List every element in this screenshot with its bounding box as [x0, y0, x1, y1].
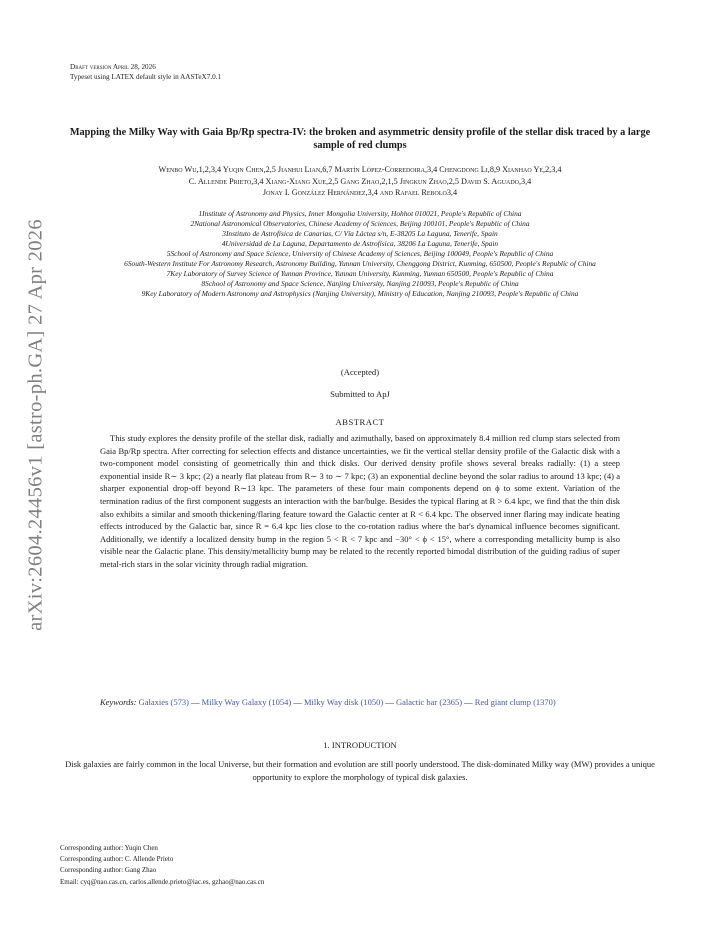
keywords-label: Keywords: [100, 697, 137, 707]
corresponding-author-note: Corresponding author: Yuqin Chen [60, 844, 158, 852]
running-header [70, 62, 221, 82]
affiliation-item: 6South-Western Institute For Astronomy Research, Astronomy Building, Yunnan University, Chenggong District, Kunming, 650500, People's Republic of China [124, 259, 596, 268]
affiliation-item: 8School of Astronomy and Space Science, Nanjing University, Nanjing 210093, People's Republic of China [201, 279, 519, 288]
footnotes [60, 843, 660, 888]
keyword-separator: — [462, 697, 475, 707]
keyword-link-red-giant-clump[interactable]: Red giant clump (1370) [474, 697, 556, 707]
keywords-block [100, 696, 620, 709]
arxiv-id-label: arXiv:2604.24456v1 [astro-ph.GA] 27 Apr 2026 [24, 219, 47, 631]
keyword-link-milky-way-galaxy[interactable]: Milky Way Galaxy (1054) [201, 697, 292, 707]
author-list [60, 164, 660, 199]
affiliation-item: 4Universidad de La Laguna, Departamento de Astrofísica, 38206 La Laguna, Tenerife, Spain [221, 239, 499, 248]
abstract-heading: ABSTRACT [335, 417, 385, 427]
author-line: C. Allende Prieto,3,4 Xiang-Xiang Xue,2,5 Gang Zhao,2,1,5 Jingkun Zhao,2,5 David S. Aguado,3,4 [188, 176, 532, 186]
corresponding-author-note: Corresponding author: C. Allende Prieto [60, 855, 174, 864]
keyword-link-galactic-bar[interactable]: Galactic bar (2365) [395, 697, 463, 707]
draft-version-line: Draft version April 28, 2026 [70, 63, 156, 71]
affiliation-item: 9Key Laboratory of Modern Astronomy and Astrophysics (Nanjing University), Ministry of Education, Nanjing 210093, People's Republic of China [141, 289, 579, 298]
affiliation-item: 1Institute of Astronomy and Physics, Inner Mongolia University, Hohhot 010021, People's Republic of China [198, 209, 522, 218]
abstract-body: This study explores the density profile of the stellar disk, radially and azimuthally, based on approximately 8.4 million red clump stars selected from Gaia Bp/Rp spectra. After correcting for selection effects and distance uncertainties, we fit the vertical stellar density profile of the Galactic disk with a two-component model consisting of geometrically thin and thick disks. Our derived density profile shows several breaks radially: (1) a steep exponential inside R∼ 3 kpc; (2) a nearly flat plateau from R∼ 3 to ∼ 7 kpc; (3) an exponential decline beyond the solar radius to around 13 kpc; (4) a sharper exponential drop-off beyond R∼13 kpc. The parameters of these four main components depend on ϕ to some extent. Variation of the termination radius of the first component suggests an interaction with the bar/bulge. Besides the typical flaring at R > 6.4 kpc, we find that the thin disk also exhibits a similar and smooth thickening/flaring feature toward the Galactic center at R < 6.4 kpc. The observed inner flaring may indicate heating effects introduced by the Galactic bar, since R = 6.4 kpc lies close to the co-rotation radius where the bar's dynamical influence becomes significant. Additionally, we identify a localized density bump in the region 5 < R < 7 kpc and −30° < ϕ < 15°, where a corresponding metallicity bump is also visible near the Galactic plane. This density/metallicity bump may be related to the recently reported bimodal distribution of the guiding radius of super metal-rich stars in the solar vicinity through radial migration. [100, 433, 620, 569]
affiliation-item: 3Instituto de Astrofísica de Canarias, C/ Vía Láctea s/n, E-38205 La Laguna, Tenerife, Spain [222, 229, 498, 238]
author-line: Jonay I. González Hernández,3,4 and Rafael Rebolo3,4 [262, 188, 458, 197]
keyword-separator: — [291, 697, 304, 707]
keyword-link-milky-way-disk[interactable]: Milky Way disk (1050) [304, 697, 384, 707]
corresponding-author-note: Corresponding author: Gang Zhao [60, 866, 157, 875]
status-submitted: Submitted to ApJ [330, 389, 390, 399]
keyword-separator: — [188, 697, 202, 707]
affiliation-list [55, 209, 665, 299]
author-line: Wenbo Wu,1,2,3,4 Yuqin Chen,2,5 Jianhui Lian,6,7 Martín López-Corredoira,3,4 Chengdong Li,8,9 Xianhao Ye,2,3,4 [158, 165, 562, 174]
arxiv-sidebar-stamp [18, 210, 54, 640]
status-accepted: (Accepted) [340, 367, 380, 377]
keyword-link-galaxies[interactable]: Galaxies (573) [138, 697, 189, 707]
affiliation-item: 2National Astronomical Observatories, Chinese Academy of Sciences, Beijing 100101, People's Republic of China [190, 219, 530, 228]
section-heading-introduction: 1. INTRODUCTION [323, 740, 397, 750]
affiliation-item: 7Key Laboratory of Survey Science of Yunnan Province, Yunnan University, Kunming, Yunnan 650500, People's Republic of China [166, 269, 554, 278]
introduction-body: Disk galaxies are fairly common in the local Universe, but their formation and evolution are still poorly understood. The disk-dominated Milky way (MW) provides a unique opportunity to explore the morphology of typical disk galaxies. [65, 759, 655, 782]
typeset-line: Typeset using LATEX default style in AASTeX7.0.1 [70, 73, 222, 81]
paper-title: Mapping the Milky Way with Gaia Bp/Rp spectra-IV: the broken and asymmetric density profile of the stellar disk traced by a large sample of red clumps [69, 127, 651, 151]
keyword-separator: — [383, 697, 396, 707]
affiliation-item: 5School of Astronomy and Space Science, University of Chinese Academy of Sciences, Beijing 100049, People's Republic of China [166, 249, 554, 258]
email-note: Email: cyq@nao.cas.cn, carlos.allende.prieto@iac.es, gzhao@nao.cas.cn [60, 877, 265, 886]
